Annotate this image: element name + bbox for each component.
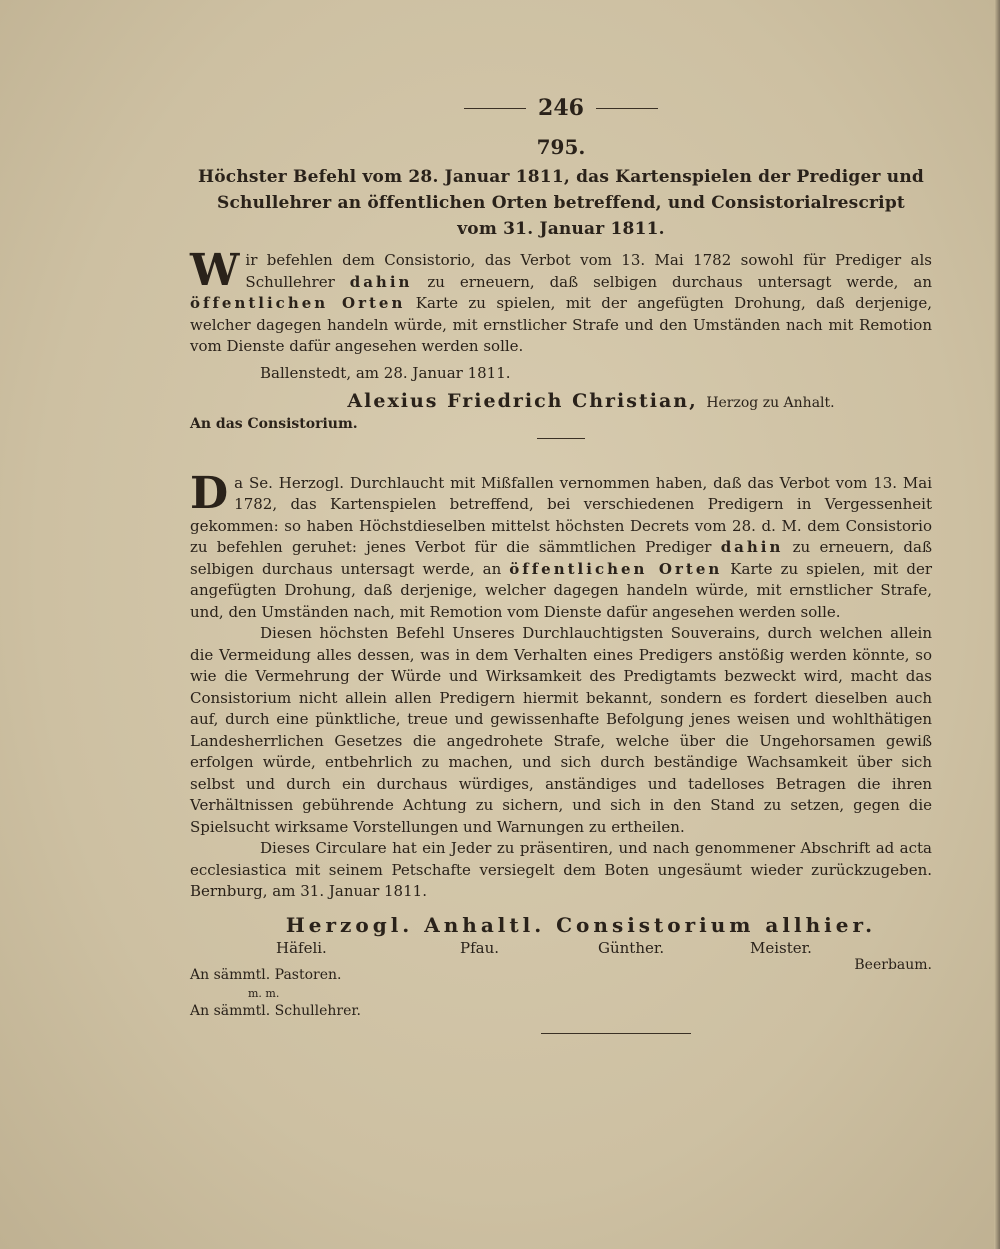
rescript-p1-start: a Se. Herzogl. Durchlaucht mit Mißfallen vernommen haben, daß das Verbot vom 13. Mai 1782, das Kartenspielen betreffend, bei verschiedenen Predigern in Vergessenheit gekommen: so haben Höchstdieselben mittelst höchsten Decrets vom 28. d. M. dem Consistorio zu befehlen geruhet: jenes Verbot für die sämmtlichen Prediger xyxy=(190,473,932,556)
rescript-paragraph-2: Diesen höchsten Befehl Unseres Durchlauchtigsten Souverains, durch welchen allein die Vermeidung alles dessen, was in dem Verhalten eines Predigers anstößig werden könnte, so wie die Vermehrung der Würde und Wirksamkeit des Predigtamts bezweckt wird, macht das Consistorium nicht allein allen Predigern hiermit bekannt, sondern es fordert dieselben auch auf, durch eine pünktliche, treue und gewissenhafte Befolgung jenes weisen und wohlthätigen Landesherrlichen Gesetzes die angedrohete Strafe, welche über die Ungehorsamen gewiß erfolgen würde, entbehrlich zu machen, und sich durch beständige Wachsamkeit über sich selbst und durch ein durchaus würdiges, anständiges und tadelloses Betragen die ihren Verhältnissen gebührende Achtung zu sichern, und sich in den Stand zu setzen, gegen die Spielsucht wirksame Vorstellungen und Warnungen zu ertheilen. xyxy=(190,624,932,836)
decree-place-date: Ballenstedt, am 28. Januar 1811. xyxy=(260,363,511,382)
rescript-spaced-dahin: dahin xyxy=(720,538,784,556)
decree-signer-title: Herzog zu Anhalt. xyxy=(706,394,835,411)
page-edge-shadow xyxy=(994,0,1000,1249)
signatory-name: Häfeli. xyxy=(276,938,327,957)
header-rule-right xyxy=(596,108,658,109)
title-line: Schullehrer an öffentlichen Orten betreffend, und Consistorialrescript xyxy=(217,193,905,213)
decree-addressee: An das Consistorium. xyxy=(190,415,358,432)
rescript-p1-end: Karte zu spielen, mit der angefügten Drohung, daß derjenige, welcher dagegen handeln würde, mit ernstlicher Strafe, und, den Umständen nach, mit Remotion vom Dienste dafür angesehen werden solle. xyxy=(190,559,932,621)
decree-dropcap: W xyxy=(190,245,240,296)
signatory-name: Pfau. xyxy=(460,938,500,957)
decree-spaced-dahin: dahin xyxy=(349,272,413,291)
decree-text-start: ir befehlen dem Consistorio, das Verbot vom 13. Mai 1782 sowohl für Prediger als Schullehrer xyxy=(245,251,932,291)
signatory-name: Beerbaum. xyxy=(854,956,932,973)
mutatis-mutandis: m. m. xyxy=(248,986,280,1000)
page-header xyxy=(190,86,932,130)
signatory-name: Meister. xyxy=(750,938,812,957)
recipient-pastors: An sämmtl. Pastoren. xyxy=(190,966,342,983)
header-rule-left xyxy=(464,108,526,109)
decree-text-mid: zu erneuern, daß selbigen durchaus untersagt werde, an xyxy=(412,272,932,291)
page-number: 246 xyxy=(538,95,584,121)
title-line: Höchster Befehl vom 28. Januar 1811, das Kartenspielen der Prediger und xyxy=(197,167,925,187)
title-line: vom 31. Januar 1811. xyxy=(457,219,665,239)
document-number: 795. xyxy=(536,135,586,159)
rescript-p1-mid: zu erneuern, daß selbigen durchaus untersagt werde, an xyxy=(190,538,932,578)
rescript-paragraph-3: Dieses Circulare hat ein Jeder zu präsentiren, und nach genommener Abschrift ad acta ecclesiastica mit seinem Petschafte versiegelt dem Boten ungesäumt wieder zurückzugeben. Bernburg, am 31. Januar 1811. xyxy=(190,839,932,900)
decree-signer xyxy=(190,390,932,412)
page-content xyxy=(190,86,932,1034)
document-title xyxy=(190,164,932,242)
recipient-teachers: An sämmtl. Schullehrer. xyxy=(190,1002,361,1019)
rescript-spaced-orten: öffentlichen Orten xyxy=(509,559,723,578)
signatory-name: Günther. xyxy=(598,938,665,957)
decree-spaced-orten: öffentlichen Orten xyxy=(190,294,406,312)
decree-paragraph xyxy=(190,245,932,358)
decree-text-end: Karte zu spielen, mit der angefügten Drohung, daß derjenige, welcher dagegen handeln würde, mit ernstlicher Strafe und den Umständen nach mit Remotion vom Dienste dafür angesehen werden solle. xyxy=(190,294,932,355)
signatory-names xyxy=(190,939,932,965)
decree-signer-name: Alexius Friedrich Christian, xyxy=(347,389,698,412)
closing-rule xyxy=(541,1033,691,1034)
rescript-dropcap: D xyxy=(190,467,229,519)
rescript-signer: Herzogl. Anhaltl. Consistorium allhier. xyxy=(285,912,877,937)
rescript-paragraph-1 xyxy=(190,467,932,624)
recipients-block xyxy=(190,956,932,1021)
section-divider xyxy=(537,438,585,439)
recipient-row xyxy=(190,956,932,987)
